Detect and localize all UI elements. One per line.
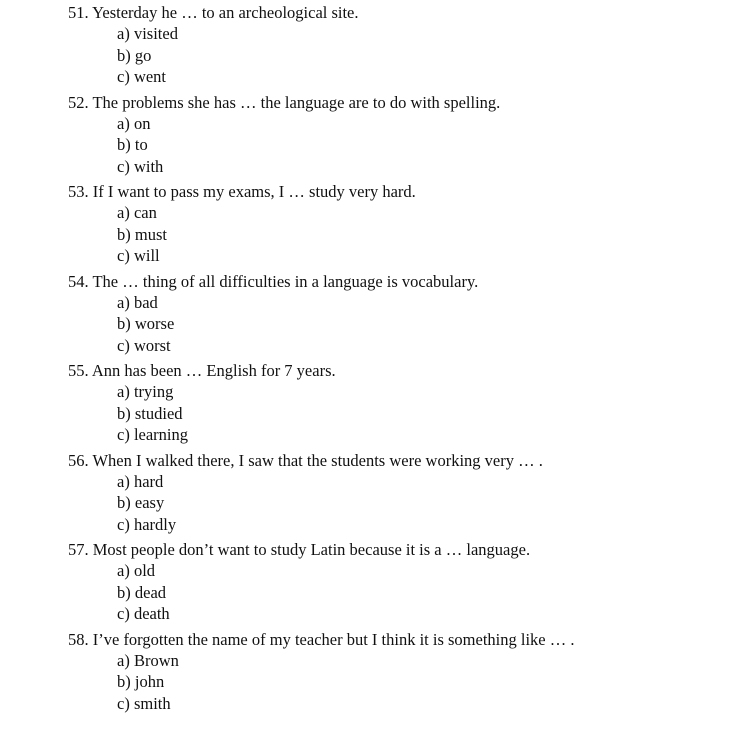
question-text — [68, 2, 728, 23]
option-c: c) worst — [117, 335, 171, 355]
question-text — [68, 629, 728, 650]
question-text — [68, 181, 728, 202]
question-stem: The … thing of all difficulties in a language is vocabulary. — [92, 271, 479, 291]
question-text — [68, 92, 728, 113]
question-number: 56. — [68, 450, 89, 470]
question-57 — [68, 539, 728, 625]
question-55 — [68, 360, 728, 446]
question-number: 57. — [68, 540, 89, 559]
question-stem: Most people don’t want to study Latin because it is a … language. — [92, 540, 531, 559]
option-b: b) go — [117, 45, 152, 65]
question-stem: If I want to pass my exams, I … study very hard. — [92, 182, 416, 201]
question-text — [68, 360, 728, 381]
option-c: c) death — [117, 604, 170, 623]
question-text — [68, 271, 728, 292]
question-stem: The problems she has … the language are to do with spelling. — [92, 92, 501, 112]
question-number: 51. — [68, 3, 89, 22]
quiz-document — [68, 2, 728, 718]
question-number: 55. — [68, 361, 89, 380]
question-number: 53. — [68, 182, 89, 201]
option-b: b) to — [117, 135, 148, 154]
question-number: 52. — [68, 92, 89, 112]
question-stem: Ann has been … English for 7 years. — [91, 361, 336, 380]
option-a: a) hard — [117, 471, 164, 491]
option-b: b) studied — [117, 403, 183, 423]
option-a: a) bad — [117, 292, 158, 312]
question-stem: When I walked there, I saw that the students were working very … . — [92, 450, 543, 470]
option-b: b) john — [117, 672, 165, 691]
option-b: b) worse — [117, 314, 175, 333]
question-52 — [68, 92, 728, 178]
question-stem: Yesterday he … to an archeological site. — [92, 3, 359, 22]
option-c: c) learning — [117, 425, 189, 444]
option-a: a) visited — [117, 24, 178, 43]
question-58 — [68, 629, 728, 715]
question-53 — [68, 181, 728, 267]
question-text — [68, 539, 728, 560]
option-c: c) went — [117, 67, 167, 86]
option-a: a) trying — [117, 382, 174, 401]
option-b: b) must — [117, 224, 167, 244]
option-c: c) with — [117, 156, 164, 176]
option-b: b) dead — [117, 582, 167, 602]
option-c: c) hardly — [117, 514, 177, 534]
option-a: a) can — [117, 203, 157, 222]
option-a: a) Brown — [117, 650, 179, 670]
question-text — [68, 450, 728, 471]
question-number: 54. — [68, 271, 89, 291]
option-a: a) old — [117, 561, 156, 580]
question-56 — [68, 450, 728, 536]
question-54 — [68, 271, 728, 357]
option-b: b) easy — [117, 493, 165, 512]
option-a: a) on — [117, 113, 151, 133]
option-c: c) will — [117, 246, 160, 265]
option-c: c) smith — [117, 693, 171, 713]
question-stem: I’ve forgotten the name of my teacher but I think it is something like … . — [92, 629, 575, 649]
question-number: 58. — [68, 629, 89, 649]
question-51 — [68, 2, 728, 88]
